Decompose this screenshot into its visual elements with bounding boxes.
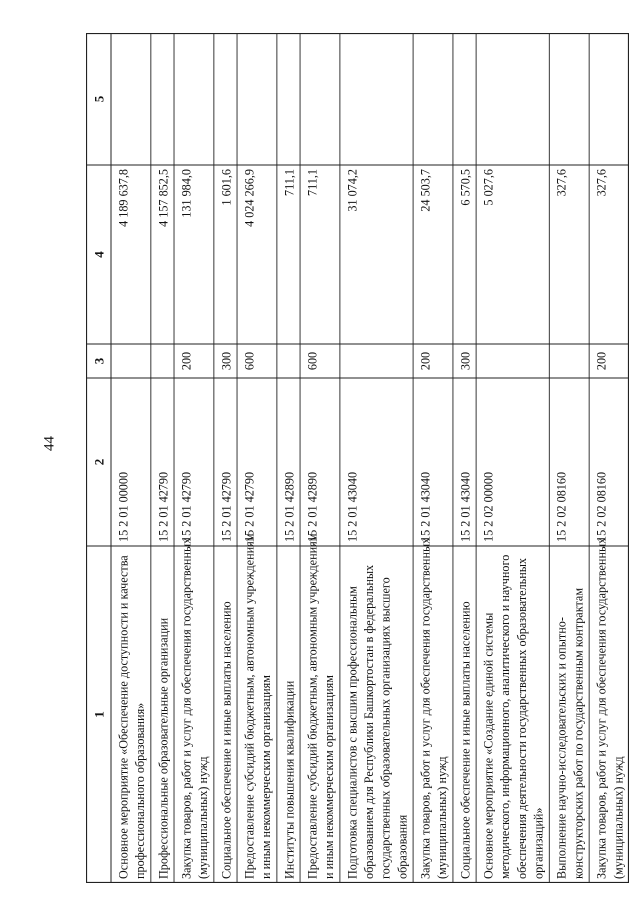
row-code: 15 2 01 42790 [242, 471, 257, 542]
table-row [458, 169, 472, 879]
table-frame [86, 33, 629, 883]
row-description: образованием для Республики Башкортостан в федеральных [361, 564, 376, 879]
row-code: 15 2 01 42790 [219, 471, 234, 542]
row-amount: 4 189 637,8 [116, 169, 131, 227]
row-description: профессионального образования» [133, 702, 148, 879]
row-code: 15 2 01 43040 [418, 471, 433, 542]
row-expense-type: 200 [179, 351, 194, 371]
row-description: образования [395, 814, 410, 879]
header-cell: 5 [91, 95, 107, 103]
row-amount: 131 984,0 [179, 169, 194, 218]
row-amount: 711,1 [282, 169, 297, 196]
row-code: 15 2 01 42890 [282, 471, 297, 542]
row-description: Профессиональные образовательные организации [156, 617, 171, 879]
row-description: методического, информационного, аналитического и научного [498, 554, 513, 879]
row-code: 15 2 01 42790 [156, 471, 171, 542]
row-description: Основное мероприятие «Обеспечение доступности и качества [116, 555, 131, 879]
table-row [555, 169, 586, 879]
row-code: 15 2 01 42790 [179, 471, 194, 542]
header-cell: 2 [91, 458, 107, 466]
row-description: и иным некоммерческим организациям [259, 675, 274, 879]
row-expense-type: 300 [458, 351, 473, 371]
row-description: Закупка товаров, работ и услуг для обеспечения государственных [179, 537, 194, 879]
row-amount: 31 074,2 [345, 169, 360, 212]
row-description: и иным некоммерческим организациям [322, 675, 337, 879]
row-description: (муниципальных) нужд [196, 756, 211, 879]
row-amount: 6 570,5 [458, 169, 473, 206]
table-row [219, 169, 233, 879]
row-expense-type: 200 [418, 351, 433, 371]
row-amount: 327,6 [594, 169, 609, 197]
table-row [345, 169, 409, 879]
row-description: конструкторских работ по государственным контрактам [571, 587, 586, 879]
row-description: Социальное обеспечение и иные выплаты населению [219, 601, 234, 879]
row-code: 15 2 01 43040 [458, 471, 473, 542]
row-amount: 4 024 266,9 [242, 169, 257, 227]
row-code: 15 2 01 42890 [305, 471, 320, 542]
row-description: Закупка товаров, работ и услуг для обеспечения государственных [418, 537, 433, 879]
header-cell: 1 [91, 711, 107, 718]
row-expense-type: 200 [594, 351, 609, 371]
row-code: 15 2 02 08160 [554, 471, 569, 542]
table-row [282, 169, 296, 879]
row-amount: 4 157 852,5 [156, 169, 171, 227]
row-amount: 711,1 [305, 169, 320, 196]
row-expense-type: 300 [219, 351, 234, 371]
row-description: Выполнение научно-исследовательских и опытно- [554, 617, 569, 879]
row-description: Предоставление субсидий бюджетным, автономным учреждениям [242, 533, 257, 879]
row-expense-type: 600 [242, 351, 257, 371]
row-code: 15 2 01 43040 [345, 471, 360, 542]
table-row [116, 169, 147, 879]
table-row [179, 169, 210, 879]
table-row [242, 169, 273, 879]
row-description: Социальное обеспечение и иные выплаты населению [458, 601, 473, 879]
row-amount: 5 027,6 [481, 169, 496, 206]
row-expense-type: 600 [305, 351, 320, 371]
row-amount: 24 503,7 [418, 169, 433, 212]
table-row [595, 169, 626, 879]
row-code: 15 2 02 00000 [481, 471, 496, 542]
row-description: (муниципальных) нужд [435, 756, 450, 879]
header-cell: 3 [91, 357, 107, 365]
row-description: Закупка товаров, работ и услуг для обеспечения государственных [594, 537, 609, 879]
rotated-budget-table [86, 33, 629, 883]
header-cell: 4 [91, 251, 107, 258]
table-row [305, 169, 336, 879]
page-number: 44 [41, 436, 58, 451]
row-description: обеспечения деятельности государственных образовательных [514, 557, 529, 879]
row-code: 15 2 02 08160 [594, 471, 609, 542]
row-description: Основное мероприятие «Создание единой системы [481, 612, 496, 879]
table-row [482, 169, 546, 879]
table-row [156, 169, 170, 879]
row-description: Предоставление субсидий бюджетным, автономным учреждениям [305, 533, 320, 879]
row-description: государственных образовательных организациях высшего [378, 577, 393, 879]
row-code: 15 2 01 00000 [116, 471, 131, 542]
row-amount: 327,6 [554, 169, 569, 197]
row-amount: 1 601,6 [219, 169, 234, 206]
row-description: Институты повышения квалификации [282, 680, 297, 879]
row-description: организаций» [531, 807, 546, 879]
row-description: (муниципальных) нужд [611, 756, 626, 879]
table-row [419, 169, 450, 879]
row-description: Подготовка специалистов с высшим профессиональным [345, 586, 360, 879]
